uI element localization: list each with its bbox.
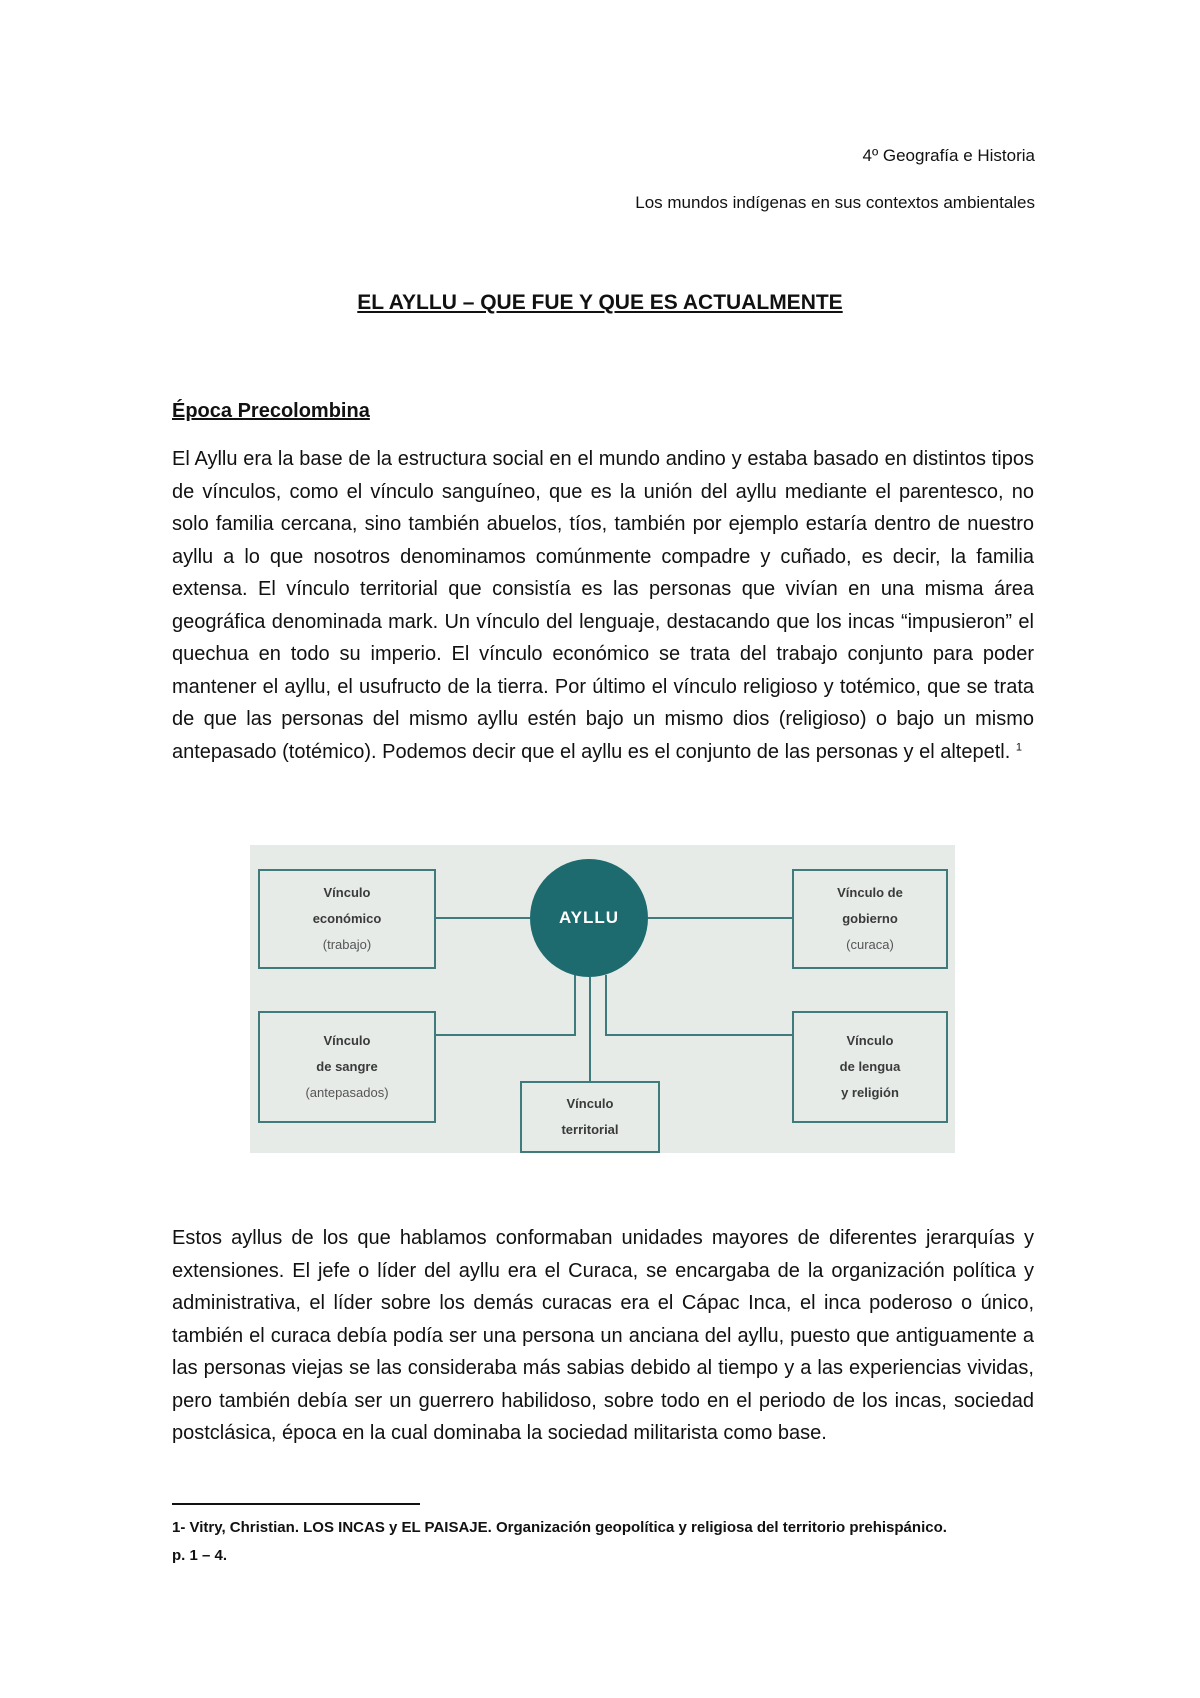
unit-header: Los mundos indígenas en sus contextos ambientales bbox=[635, 193, 1035, 212]
ayllu-diagram bbox=[250, 845, 955, 1153]
paragraph-1 bbox=[172, 443, 1034, 768]
connector-sangre bbox=[435, 975, 575, 1035]
paragraph-2: Estos ayllus de los que hablamos conformaban unidades mayores de diferentes jerarquías y extensiones. El jefe o líder del ayllu era el Curaca, se encargaba de la organización política y administrativa, el líder sobre los demás curacas era el Cápac Inca, el inca poderoso o único, también el curaca debía podía ser una persona un anciana del ayllu, puesto que antiguamente a las personas viejas se las consideraba más sabias debido al tiempo y a las experiencias vividas, pero también debía ser un guerrero habilidoso, sobre todo en el periodo de los incas, sociedad postclásica, época en la cual dominaba la sociedad militarista como base. bbox=[172, 1227, 1034, 1444]
paragraph-1-text: El Ayllu era la base de la estructura social en el mundo andino y estaba basado en distintos tipos de vínculos, como el vínculo sanguíneo, que es la unión del ayllu mediante el parentesco, no solo familia cercana, sino también abuelos, tíos, también por ejemplo estaría dentro de nuestro ayllu a lo que nosotros denominamos comúnmente compadre y cuñado, es decir, la familia extensa. El vínculo territorial que consistía es las personas que vivían en una misma área geográfica denominada mark. Un vínculo del lenguaje, destacando que los incas “impusieron” el quechua en todo su imperio. El vínculo económico se trata del trabajo conjunto para poder mantener el ayllu, el usufructo de la tierra. Por último el vínculo religioso y totémico, que se trata de que las personas del mismo ayllu estén bajo un mismo dios (religioso) o bajo un mismo antepasado (totémico). Podemos decir que el ayllu es el conjunto de las personas y el altepetl. bbox=[172, 448, 1034, 763]
box-vinculo-lengua bbox=[792, 1011, 948, 1123]
box-line: y religión bbox=[841, 1085, 899, 1100]
box-vinculo-sangre bbox=[258, 1011, 436, 1123]
box-line: gobierno bbox=[842, 911, 898, 926]
footnote-ref[interactable]: 1 bbox=[1015, 740, 1022, 753]
box-sub: (trabajo) bbox=[322, 937, 372, 952]
box-sub: (antepasados) bbox=[305, 1085, 389, 1100]
document-title: EL AYLLU – QUE FUE Y QUE ES ACTUALMENTE bbox=[357, 291, 843, 314]
box-line: Vínculo bbox=[566, 1096, 614, 1111]
footnote: 1- Vitry, Christian. LOS INCAS y EL PAISAJE. Organización geopolítica y religiosa del territorio prehispánico. p. 1 – 4. bbox=[172, 1519, 947, 1564]
box-line: territorial bbox=[561, 1122, 619, 1137]
box-line: Vínculo bbox=[846, 1033, 894, 1048]
ayllu-hub: AYLLU bbox=[530, 859, 648, 977]
box-vinculo-territorial bbox=[520, 1081, 660, 1153]
box-sub: (curaca) bbox=[846, 937, 894, 952]
footnote-divider bbox=[172, 1503, 420, 1505]
box-line: económico bbox=[312, 911, 382, 926]
box-line: de sangre bbox=[316, 1059, 378, 1074]
box-line: Vínculo de bbox=[837, 885, 903, 900]
box-line: de lengua bbox=[839, 1059, 901, 1074]
connector-lengua bbox=[606, 975, 792, 1035]
course-header: 4º Geografía e Historia bbox=[862, 146, 1035, 165]
box-vinculo-gobierno bbox=[792, 869, 948, 969]
box-vinculo-economico bbox=[258, 869, 436, 969]
box-line: Vínculo bbox=[323, 1033, 371, 1048]
section-heading: Época Precolombina bbox=[172, 400, 370, 422]
box-line: Vínculo bbox=[323, 885, 371, 900]
